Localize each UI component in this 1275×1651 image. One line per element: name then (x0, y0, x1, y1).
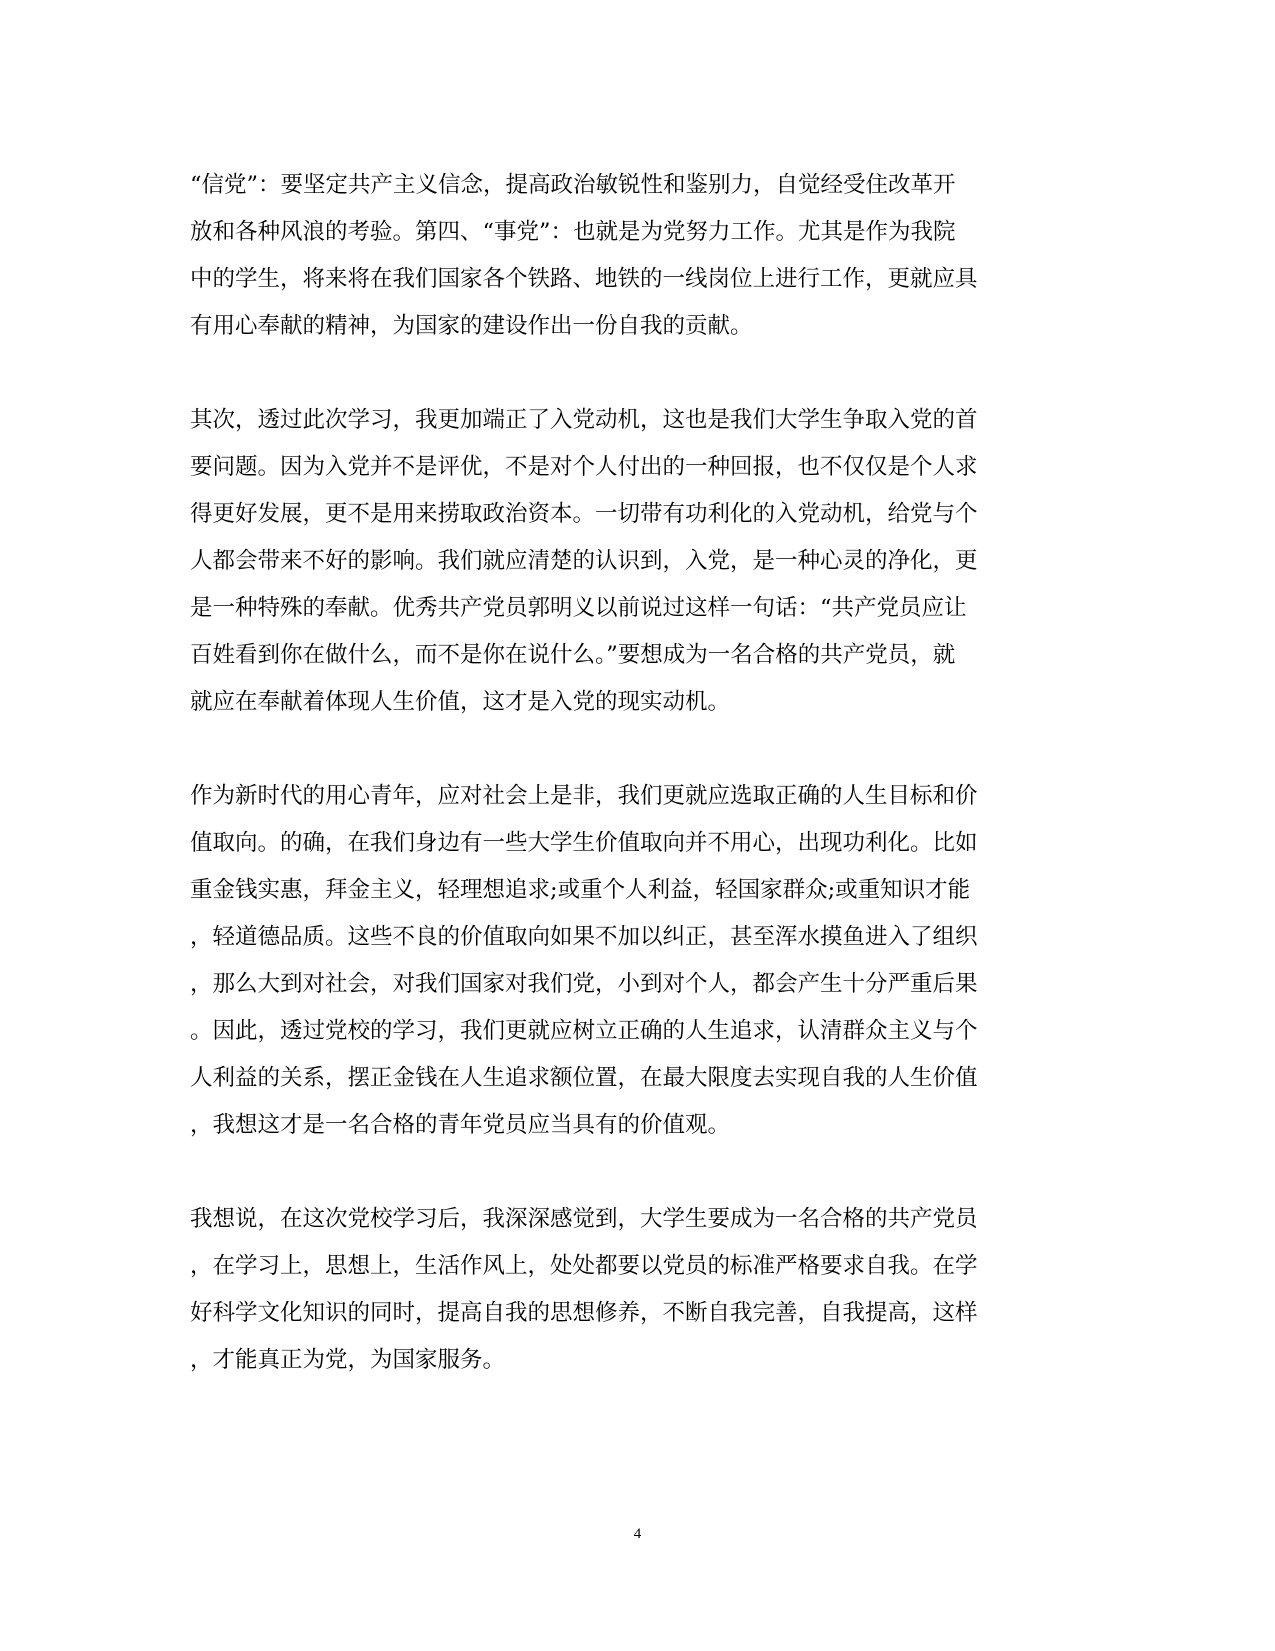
text-line: 我想说，在这次党校学习后，我深深感觉到，大学生要成为一名合格的共产党员 (190, 1206, 978, 1232)
body-text (190, 162, 1070, 1431)
text-line: ，才能真正为党，为国家服务。 (190, 1347, 506, 1373)
text-line: 是一种特殊的奉献。优秀共产党员郭明义以前说过这样一句话：“共产党员应让 (190, 595, 967, 621)
page-number: 4 (633, 1526, 642, 1542)
text-line: ，在学习上，思想上，生活作风上，处处都要以党员的标准严格要求自我。在学 (190, 1253, 978, 1279)
paragraph-4 (190, 1196, 1070, 1384)
text-line: 其次，透过此次学习，我更加端正了入党动机，这也是我们大学生争取入党的首 (190, 407, 978, 433)
text-line: 百姓看到你在做什么，而不是你在说什么。”要想成为一名合格的共产党员，就 (190, 642, 956, 668)
paragraph-3 (190, 773, 1070, 1149)
paragraph-2 (190, 397, 1070, 726)
text-line: 。因此，透过党校的学习，我们更就应树立正确的人生追求，认清群众主义与个 (190, 1018, 978, 1044)
text-line: ，轻道德品质。这些不良的价值取向如果不加以纠正，甚至浑水摸鱼进入了组织 (190, 924, 978, 950)
text-line: 重金钱实惠，拜金主义，轻理想追求;或重个人利益，轻国家群众;或重知识才能 (190, 877, 971, 903)
text-line: 好科学文化知识的同时，提高自我的思想修养，不断自我完善，自我提高，这样 (190, 1300, 978, 1326)
text-line: 放和各种风浪的考验。第四、“事党”：也就是为党努力工作。尤其是作为我院 (190, 219, 956, 245)
text-line: 人都会带来不好的影响。我们就应清楚的认识到，入党，是一种心灵的净化，更 (190, 548, 978, 574)
text-line: 得更好发展，更不是用来捞取政治资本。一切带有功利化的入党动机，给党与个 (190, 501, 978, 527)
text-line: 值取向。的确，在我们身边有一些大学生价值取向并不用心，出现功利化。比如 (190, 830, 978, 856)
text-line: 要问题。因为入党并不是评优，不是对个人付出的一种回报，也不仅仅是个人求 (190, 454, 978, 480)
text-line: ，那么大到对社会，对我们国家对我们党，小到对个人，都会产生十分严重后果 (190, 971, 978, 997)
text-line: 有用心奉献的精神，为国家的建设作出一份自我的贡献。 (190, 313, 753, 339)
paragraph-1 (190, 162, 1070, 350)
text-line: ，我想这才是一名合格的青年党员应当具有的价值观。 (190, 1112, 731, 1138)
text-line: 人利益的关系，摆正金钱在人生追求额位置，在最大限度去实现自我的人生价值 (190, 1065, 978, 1091)
text-line: “信党”：要坚定共产主义信念，提高政治敏锐性和鉴别力，自觉经受住改革开 (190, 172, 956, 198)
text-line: 就应在奉献着体现人生价值，这才是入党的现实动机。 (190, 689, 731, 715)
text-line: 作为新时代的用心青年，应对社会上是非，我们更就应选取正确的人生目标和价 (190, 783, 978, 809)
text-line: 中的学生，将来将在我们国家各个铁路、地铁的一线岗位上进行工作，更就应具 (190, 266, 978, 292)
